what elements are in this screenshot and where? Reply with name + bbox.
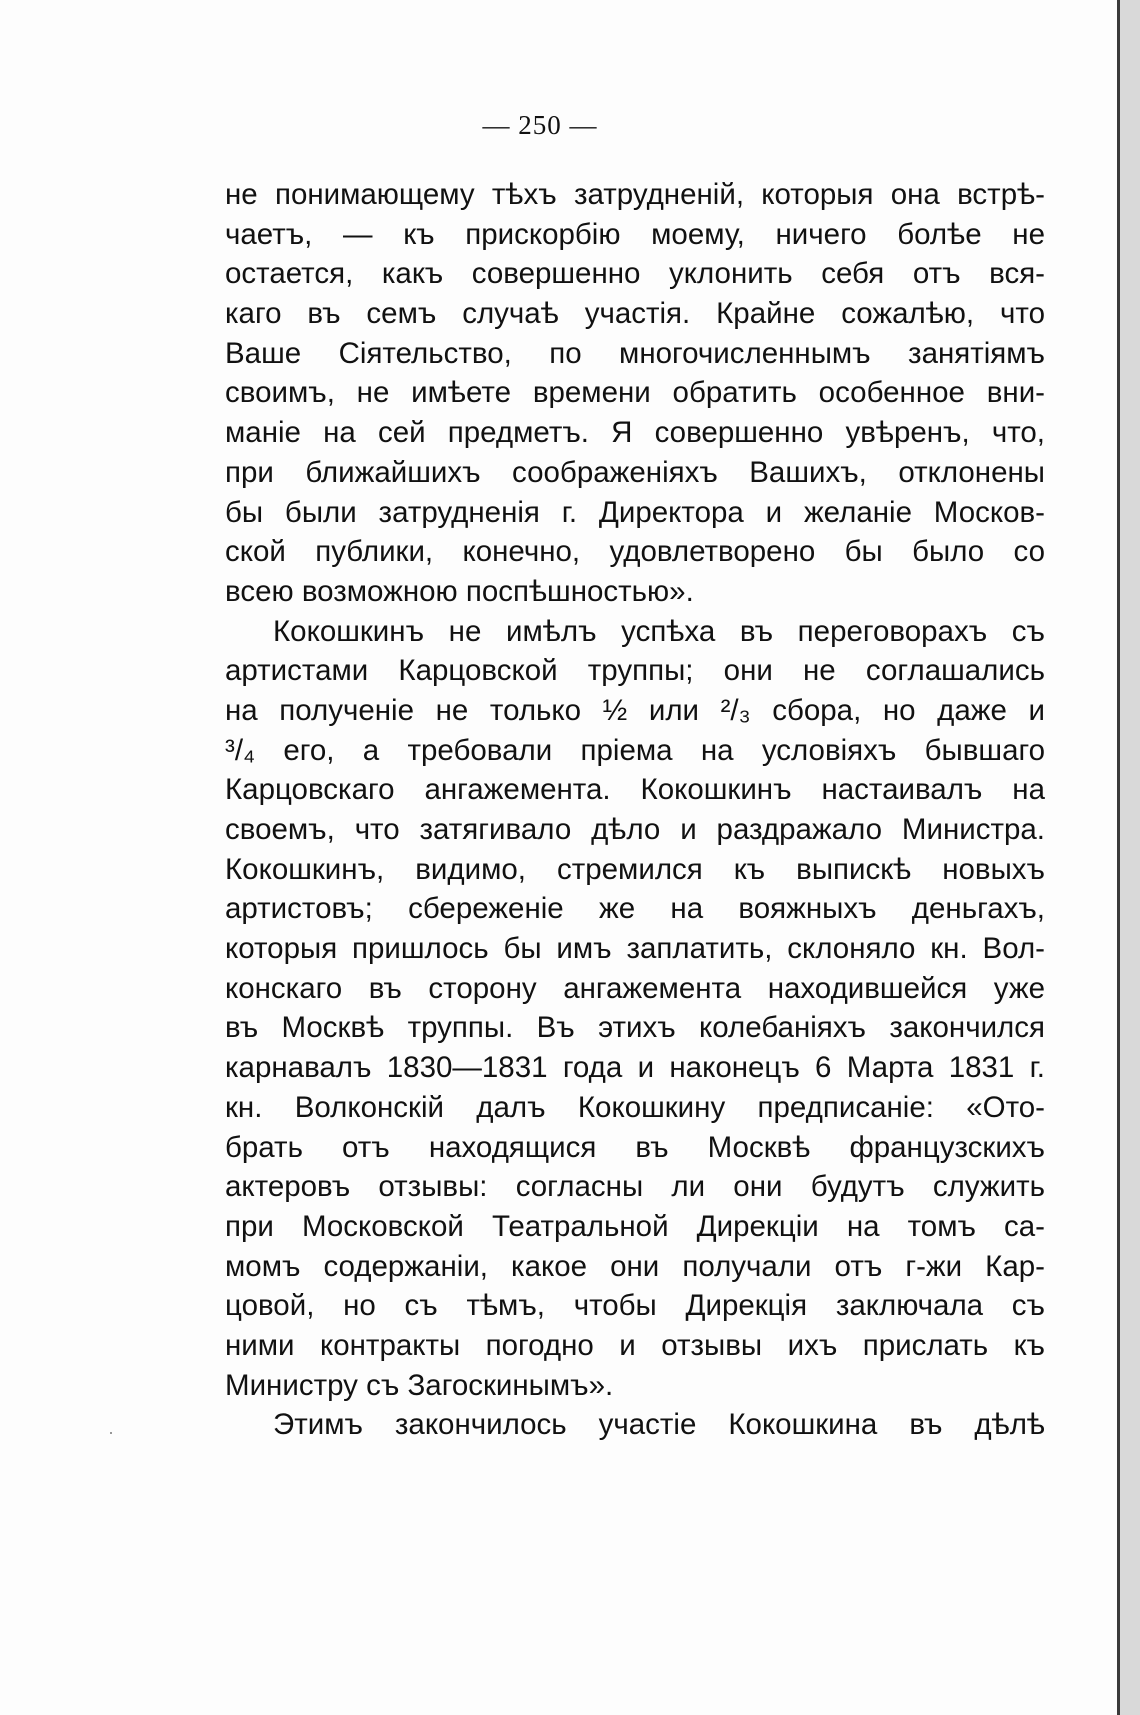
text-line: Ваше Сіятельство, по многочисленнымъ занятіямъ — [225, 336, 1045, 370]
text-line: при Московской Театральной Дирекціи на томъ са- — [225, 1209, 1045, 1243]
text-line: ³/₄ его, а требовали пріема на условіяхъ бывшаго — [225, 733, 1045, 767]
text-line: момъ содержаніи, какое они получали отъ г-жи Кар- — [225, 1249, 1045, 1283]
text-line: артистами Карцовской труппы; они не соглашались — [225, 654, 1045, 688]
text-line: не понимающему тѣхъ затрудненій, которыя она встрѣ- — [225, 178, 1045, 211]
text-line: ской публики, конечно, удовлетворено бы было со — [225, 535, 1045, 569]
text-line: чаетъ, — къ прискорбію моему, ничего болѣе не — [225, 217, 1045, 251]
text-line: Этимъ закончилось участіе Кокошкина въ дѣлѣ — [273, 1408, 1045, 1442]
text-line: всею возможною поспѣшностью». — [225, 574, 694, 608]
text-line: брать отъ находящися въ Москвѣ французскихъ — [225, 1130, 1045, 1164]
page-edge-shadow — [1120, 0, 1140, 1715]
text-line: которыя пришлось бы имъ заплатить, склоняло кн. Вол- — [225, 932, 1045, 966]
paper-speck — [110, 1432, 112, 1434]
text-line: артистовъ; сбереженіе же на вояжныхъ деньгахъ, — [225, 892, 1045, 926]
text-line: бы были затрудненія г. Директора и желаніе Москов- — [225, 495, 1045, 529]
text-line: каго въ семъ случаѣ участія. Крайне сожалѣю, что — [225, 297, 1045, 331]
text-line: своемъ, что затягивало дѣло и раздражало Министра. — [225, 813, 1045, 846]
text-line: своимъ, не имѣете времени обратить особенное вни- — [225, 376, 1045, 410]
text-line: цовой, но съ тѣмъ, чтобы Дирекція заключала съ — [225, 1289, 1045, 1323]
text-line: маніе на сей предметъ. Я совершенно увѣренъ, что, — [225, 416, 1045, 450]
text-line: ними контракты погодно и отзывы ихъ прислать къ — [225, 1328, 1045, 1362]
text-line: конскаго въ сторону ангажемента находившейся уже — [225, 971, 1045, 1005]
text-line: карнавалъ 1830—1831 года и наконецъ 6 Марта 1831 г. — [225, 1051, 1045, 1085]
text-line: въ Москвѣ труппы. Въ этихъ колебаніяхъ закончился — [225, 1011, 1045, 1045]
text-line: остается, какъ совершенно уклонить себя отъ вся- — [225, 257, 1045, 291]
text-line: Карцовскаго ангажемента. Кокошкинъ настаивалъ на — [225, 773, 1045, 807]
text-line: на полученіе не только ½ или ²/₃ сбора, но даже и — [225, 693, 1045, 727]
text-line: кн. Волконскій далъ Кокошкину предписаніе: «Ото- — [225, 1090, 1045, 1124]
page-number: — 250 — — [482, 110, 598, 140]
body-text — [225, 175, 1045, 1445]
text-line: Министру съ Загоскинымъ». — [225, 1368, 614, 1402]
text-line: Кокошкинъ не имѣлъ успѣха въ переговорахъ съ — [273, 614, 1045, 648]
text-line: при ближайшихъ соображеніяхъ Вашихъ, отклонены — [225, 455, 1045, 489]
text-line: актеровъ отзывы: согласны ли они будутъ служить — [225, 1170, 1045, 1204]
text-line: Кокошкинъ, видимо, стремился къ выпискѣ новыхъ — [225, 852, 1045, 886]
